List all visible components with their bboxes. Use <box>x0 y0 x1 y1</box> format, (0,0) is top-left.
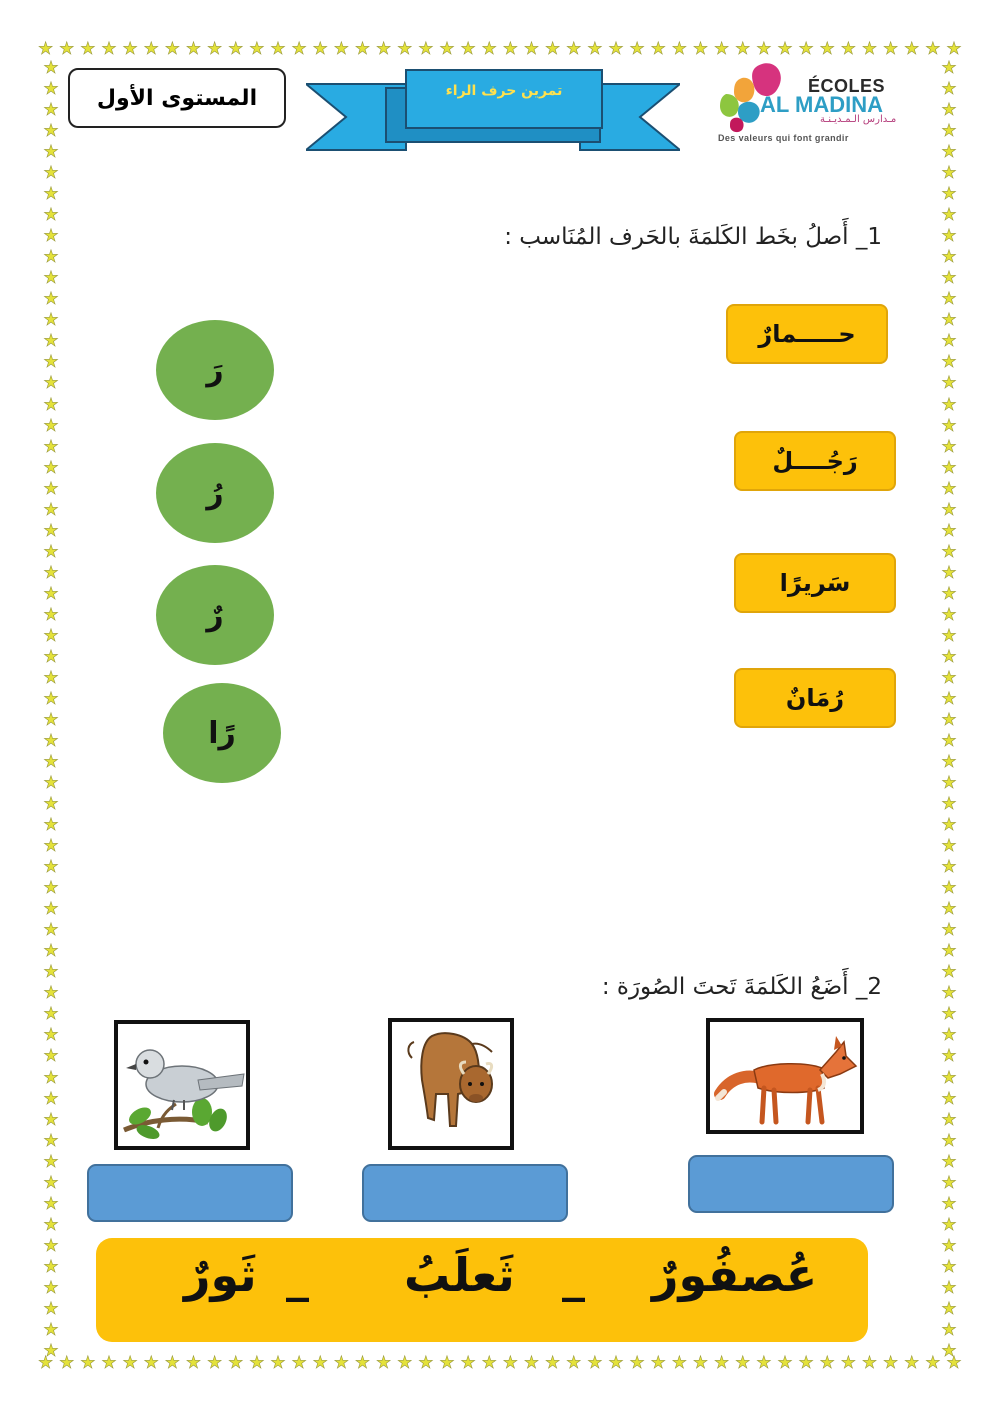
star-icon: ★ <box>207 1352 223 1373</box>
star-icon: ★ <box>43 1109 59 1130</box>
word-card-himar[interactable]: حـــــمارٌ <box>726 304 888 364</box>
star-icon: ★ <box>941 1067 957 1088</box>
star-icon: ★ <box>941 121 957 142</box>
star-icon: ★ <box>439 1352 455 1373</box>
star-icon: ★ <box>904 38 920 59</box>
star-icon: ★ <box>43 184 59 205</box>
star-border-right <box>938 60 960 1360</box>
star-border-left <box>40 60 62 1360</box>
star-icon: ★ <box>43 100 59 121</box>
star-icon: ★ <box>941 836 957 857</box>
star-icon: ★ <box>43 247 59 268</box>
star-icon: ★ <box>756 38 772 59</box>
logo-tagline: Des valeurs qui font grandir <box>718 133 849 143</box>
star-icon: ★ <box>38 38 54 59</box>
star-icon: ★ <box>43 962 59 983</box>
star-icon: ★ <box>481 38 497 59</box>
bank-word-usfur[interactable]: عُصفُورٌ <box>652 1248 818 1302</box>
star-icon: ★ <box>819 1352 835 1373</box>
star-icon: ★ <box>43 1214 59 1235</box>
star-icon: ★ <box>43 604 59 625</box>
star-icon: ★ <box>43 352 59 373</box>
star-icon: ★ <box>941 1214 957 1235</box>
star-icon: ★ <box>941 1193 957 1214</box>
star-icon: ★ <box>941 962 957 983</box>
bank-separator: _ <box>562 1248 585 1302</box>
star-icon: ★ <box>312 1352 328 1373</box>
worksheet-title: تمرين حرف الراء <box>445 83 563 99</box>
star-icon: ★ <box>59 1352 75 1373</box>
logo-ecoles: ÉCOLES <box>808 76 886 96</box>
star-icon: ★ <box>439 38 455 59</box>
star-icon: ★ <box>941 920 957 941</box>
star-icon: ★ <box>397 38 413 59</box>
star-icon: ★ <box>941 1088 957 1109</box>
star-icon: ★ <box>43 920 59 941</box>
star-icon: ★ <box>941 941 957 962</box>
star-icon: ★ <box>460 38 476 59</box>
star-icon: ★ <box>941 794 957 815</box>
star-icon: ★ <box>941 667 957 688</box>
star-icon: ★ <box>43 1277 59 1298</box>
star-icon: ★ <box>43 268 59 289</box>
star-icon: ★ <box>883 1352 899 1373</box>
star-icon: ★ <box>861 1352 878 1373</box>
star-icon: ★ <box>545 38 561 59</box>
star-icon: ★ <box>43 941 59 962</box>
star-icon: ★ <box>43 1004 59 1025</box>
star-icon: ★ <box>777 1352 793 1373</box>
star-icon: ★ <box>650 38 666 59</box>
star-icon: ★ <box>43 1193 59 1214</box>
exercise2-instruction: 2_ أَضَعُ الكَلمَةَ تَحتَ الصُورَة : <box>601 974 882 1000</box>
star-icon: ★ <box>43 499 59 520</box>
star-icon: ★ <box>418 38 434 59</box>
star-icon: ★ <box>941 226 957 247</box>
star-icon: ★ <box>43 289 59 310</box>
star-icon: ★ <box>798 38 814 59</box>
star-icon: ★ <box>523 38 540 59</box>
star-icon: ★ <box>101 38 117 59</box>
star-icon: ★ <box>941 499 957 520</box>
star-icon: ★ <box>185 1352 202 1373</box>
star-icon: ★ <box>946 1352 962 1373</box>
star-icon: ★ <box>756 1352 772 1373</box>
star-icon: ★ <box>941 163 957 184</box>
star-icon: ★ <box>43 583 59 604</box>
star-icon: ★ <box>502 38 518 59</box>
star-icon: ★ <box>941 878 957 899</box>
star-icon: ★ <box>941 773 957 794</box>
star-icon: ★ <box>941 142 957 163</box>
star-icon: ★ <box>333 38 349 59</box>
star-icon: ★ <box>376 1352 392 1373</box>
star-icon: ★ <box>735 38 751 59</box>
star-icon: ★ <box>941 646 957 667</box>
star-icon: ★ <box>941 268 957 289</box>
star-icon: ★ <box>941 857 957 878</box>
star-icon: ★ <box>43 794 59 815</box>
star-icon: ★ <box>43 79 59 100</box>
star-icon: ★ <box>43 541 59 562</box>
star-icon: ★ <box>941 79 957 100</box>
star-icon: ★ <box>43 1130 59 1151</box>
star-icon: ★ <box>43 373 59 394</box>
star-icon: ★ <box>43 60 59 78</box>
answer-box-fox[interactable] <box>688 1155 894 1213</box>
star-icon: ★ <box>43 731 59 751</box>
star-border-bottom <box>38 1352 962 1374</box>
star-icon: ★ <box>143 1352 159 1373</box>
star-icon: ★ <box>43 121 59 142</box>
star-icon: ★ <box>941 541 957 562</box>
star-icon: ★ <box>43 310 59 331</box>
star-icon: ★ <box>941 415 957 436</box>
star-icon: ★ <box>481 1352 497 1373</box>
star-icon: ★ <box>941 815 957 836</box>
star-icon: ★ <box>941 983 957 1004</box>
star-icon: ★ <box>587 38 603 59</box>
star-icon: ★ <box>270 1352 286 1373</box>
star-icon: ★ <box>941 310 957 331</box>
star-icon: ★ <box>59 38 75 59</box>
star-icon: ★ <box>38 1352 54 1373</box>
star-icon: ★ <box>43 836 59 857</box>
star-icon: ★ <box>861 38 878 59</box>
star-icon: ★ <box>43 899 59 920</box>
letter-ra-fatha[interactable]: رَ <box>156 320 274 420</box>
star-icon: ★ <box>43 331 59 352</box>
level-label: المستوى الأول <box>68 68 286 128</box>
letter-ra-damma[interactable]: رُ <box>156 443 274 543</box>
star-icon: ★ <box>43 1340 59 1360</box>
star-icon: ★ <box>608 38 624 59</box>
star-icon: ★ <box>460 1352 476 1373</box>
star-icon: ★ <box>941 604 957 625</box>
star-icon: ★ <box>43 773 59 794</box>
star-icon: ★ <box>941 1340 957 1360</box>
star-icon: ★ <box>43 688 59 709</box>
star-icon: ★ <box>941 709 957 730</box>
star-icon: ★ <box>650 1352 666 1373</box>
star-icon: ★ <box>840 1352 856 1373</box>
star-icon: ★ <box>735 1352 751 1373</box>
star-icon: ★ <box>43 142 59 163</box>
answer-box-bird[interactable] <box>87 1164 293 1222</box>
bank-word-thawr[interactable]: ثَورٌ <box>184 1248 257 1302</box>
star-icon: ★ <box>43 562 59 583</box>
star-icon: ★ <box>43 1151 59 1172</box>
bird-icon <box>118 1024 246 1146</box>
star-icon: ★ <box>43 1256 59 1277</box>
star-icon: ★ <box>941 100 957 121</box>
star-icon: ★ <box>777 38 793 59</box>
star-icon: ★ <box>249 38 265 59</box>
word-card-sariran[interactable]: سَريرًا <box>734 553 896 613</box>
star-icon: ★ <box>941 289 957 310</box>
star-icon: ★ <box>291 1352 307 1373</box>
star-icon: ★ <box>43 457 59 478</box>
star-icon: ★ <box>545 1352 561 1373</box>
star-icon: ★ <box>941 731 957 751</box>
bull-icon <box>392 1022 510 1146</box>
bird-picture <box>114 1020 250 1150</box>
star-icon: ★ <box>43 205 59 226</box>
star-icon: ★ <box>143 38 159 59</box>
star-icon: ★ <box>101 1352 117 1373</box>
star-icon: ★ <box>941 478 957 499</box>
star-icon: ★ <box>43 1025 59 1046</box>
star-icon: ★ <box>43 394 59 415</box>
star-icon: ★ <box>43 1172 59 1193</box>
star-icon: ★ <box>270 38 286 59</box>
star-icon: ★ <box>941 394 957 415</box>
star-icon: ★ <box>43 1046 59 1067</box>
star-border-top <box>38 38 962 60</box>
exercise1-instruction: 1_ أَصلُ بخَط الكَلمَةَ بالحَرف المُنَاسب : <box>504 224 882 250</box>
star-icon: ★ <box>671 38 687 59</box>
star-icon: ★ <box>941 688 957 709</box>
star-icon: ★ <box>418 1352 434 1373</box>
bull-picture <box>388 1018 514 1150</box>
star-icon: ★ <box>819 38 835 59</box>
star-icon: ★ <box>43 857 59 878</box>
star-icon: ★ <box>925 38 941 59</box>
star-icon: ★ <box>333 1352 349 1373</box>
star-icon: ★ <box>941 1025 957 1046</box>
star-icon: ★ <box>941 625 957 646</box>
star-icon: ★ <box>941 60 957 78</box>
star-icon: ★ <box>122 1352 138 1373</box>
star-icon: ★ <box>523 1352 540 1373</box>
star-icon: ★ <box>925 1352 941 1373</box>
star-icon: ★ <box>941 247 957 268</box>
star-icon: ★ <box>43 983 59 1004</box>
star-icon: ★ <box>502 1352 518 1373</box>
star-icon: ★ <box>941 457 957 478</box>
word-card-rumman[interactable]: رُمَانٌ <box>734 668 896 728</box>
star-icon: ★ <box>941 583 957 604</box>
star-icon: ★ <box>43 415 59 436</box>
letter-ra-dammatan[interactable]: رٌ <box>156 565 274 665</box>
star-icon: ★ <box>941 520 957 541</box>
star-icon: ★ <box>714 1352 730 1373</box>
star-icon: ★ <box>566 1352 582 1373</box>
star-icon: ★ <box>587 1352 603 1373</box>
star-icon: ★ <box>228 38 244 59</box>
star-icon: ★ <box>43 1298 59 1319</box>
star-icon: ★ <box>941 1109 957 1130</box>
answer-box-bull[interactable] <box>362 1164 568 1222</box>
star-icon: ★ <box>312 38 328 59</box>
star-icon: ★ <box>941 373 957 394</box>
star-icon: ★ <box>941 1172 957 1193</box>
star-icon: ★ <box>164 38 180 59</box>
star-icon: ★ <box>941 1277 957 1298</box>
bank-word-thaalab[interactable]: ثَعلَبُ <box>404 1248 515 1302</box>
star-icon: ★ <box>941 899 957 920</box>
star-icon: ★ <box>941 1046 957 1067</box>
star-icon: ★ <box>122 38 138 59</box>
star-icon: ★ <box>941 184 957 205</box>
star-icon: ★ <box>714 38 730 59</box>
star-icon: ★ <box>629 1352 645 1373</box>
logo-arabic-name: مـدارس الـمـديـنـة <box>820 114 897 125</box>
star-icon: ★ <box>941 436 957 457</box>
star-icon: ★ <box>185 38 202 59</box>
star-icon: ★ <box>376 38 392 59</box>
star-icon: ★ <box>692 38 709 59</box>
fox-picture <box>706 1018 864 1134</box>
star-icon: ★ <box>941 352 957 373</box>
star-icon: ★ <box>80 1352 96 1373</box>
star-icon: ★ <box>43 478 59 499</box>
star-icon: ★ <box>608 1352 624 1373</box>
star-icon: ★ <box>43 1088 59 1109</box>
star-icon: ★ <box>291 38 307 59</box>
star-icon: ★ <box>941 1235 957 1256</box>
star-icon: ★ <box>43 520 59 541</box>
star-icon: ★ <box>164 1352 180 1373</box>
star-icon: ★ <box>43 646 59 667</box>
star-icon: ★ <box>941 1319 957 1340</box>
star-icon: ★ <box>43 1235 59 1256</box>
star-icon: ★ <box>397 1352 413 1373</box>
star-icon: ★ <box>692 1352 709 1373</box>
star-icon: ★ <box>43 709 59 730</box>
star-icon: ★ <box>43 752 59 773</box>
star-icon: ★ <box>207 38 223 59</box>
star-icon: ★ <box>43 163 59 184</box>
star-icon: ★ <box>43 226 59 247</box>
star-icon: ★ <box>941 1256 957 1277</box>
fox-icon <box>710 1022 860 1130</box>
bank-separator: _ <box>286 1248 309 1302</box>
star-icon: ★ <box>904 1352 920 1373</box>
star-icon: ★ <box>671 1352 687 1373</box>
logo-madina: AL MADINA <box>760 92 884 117</box>
star-icon: ★ <box>941 562 957 583</box>
star-icon: ★ <box>946 38 962 59</box>
letter-ra-fathatan[interactable]: رًا <box>163 683 281 783</box>
star-icon: ★ <box>43 1319 59 1340</box>
star-icon: ★ <box>941 1004 957 1025</box>
star-icon: ★ <box>43 625 59 646</box>
star-icon: ★ <box>941 331 957 352</box>
star-icon: ★ <box>43 436 59 457</box>
star-icon: ★ <box>354 1352 371 1373</box>
star-icon: ★ <box>80 38 96 59</box>
word-card-rajul[interactable]: رَجُــــلٌ <box>734 431 896 491</box>
star-icon: ★ <box>566 38 582 59</box>
star-icon: ★ <box>228 1352 244 1373</box>
star-icon: ★ <box>941 752 957 773</box>
star-icon: ★ <box>249 1352 265 1373</box>
star-icon: ★ <box>941 1151 957 1172</box>
star-icon: ★ <box>43 815 59 836</box>
star-icon: ★ <box>629 38 645 59</box>
star-icon: ★ <box>43 1067 59 1088</box>
star-icon: ★ <box>941 1298 957 1319</box>
star-icon: ★ <box>798 1352 814 1373</box>
star-icon: ★ <box>354 38 371 59</box>
star-icon: ★ <box>840 38 856 59</box>
star-icon: ★ <box>43 667 59 688</box>
star-icon: ★ <box>941 205 957 226</box>
star-icon: ★ <box>883 38 899 59</box>
star-icon: ★ <box>43 878 59 899</box>
star-icon: ★ <box>941 1130 957 1151</box>
